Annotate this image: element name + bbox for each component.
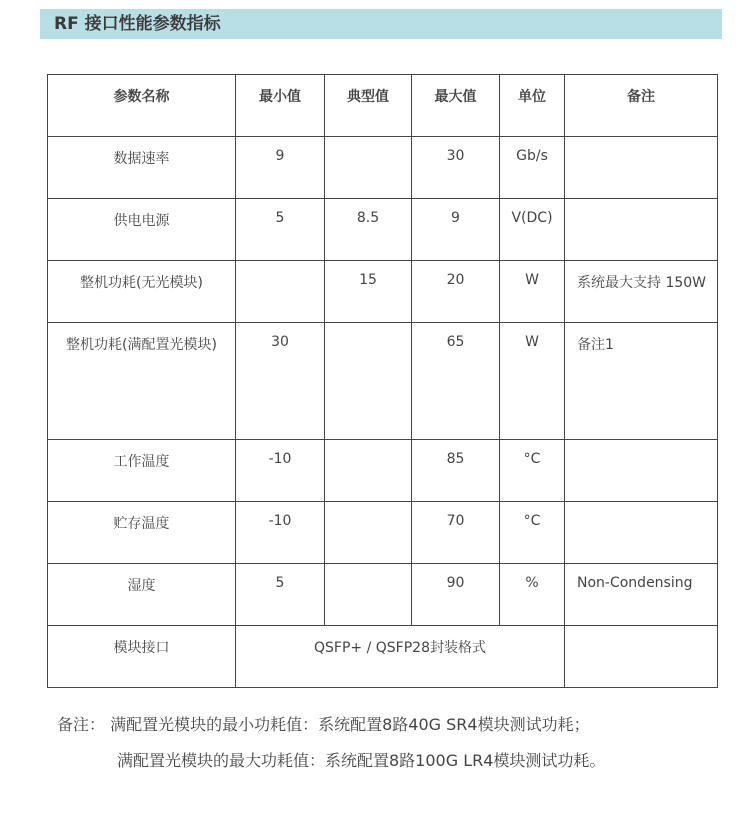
param-name-cell: 贮存温度 [48,502,236,564]
note-cell: 备注1 [565,323,718,440]
min-value-cell: 5 [236,199,325,261]
param-name-cell: 工作温度 [48,440,236,502]
param-name-cell: 整机功耗(无光模块) [48,261,236,323]
table-row [48,626,718,688]
note-cell [565,199,718,261]
typ-value-cell: 8.5 [325,199,412,261]
unit-cell: W [500,261,565,323]
column-header: 最小值 [236,75,325,137]
min-value-cell [236,261,325,323]
notes-label: 备注： [57,715,106,734]
param-name-cell: 整机功耗(满配置光模块) [48,323,236,440]
column-header: 单位 [500,75,565,137]
column-header: 最大值 [412,75,500,137]
unit-cell: V(DC) [500,199,565,261]
typ-value-cell [325,137,412,199]
param-name-cell: 湿度 [48,564,236,626]
param-name-cell: 供电电源 [48,199,236,261]
max-value-cell: 9 [412,199,500,261]
table-row [48,564,718,626]
typ-value-cell [325,502,412,564]
max-value-cell: 65 [412,323,500,440]
param-name-cell: 模块接口 [48,626,236,688]
unit-cell: % [500,564,565,626]
table-row [48,137,718,199]
min-value-cell: 30 [236,323,325,440]
table-row [48,199,718,261]
unit-cell: °C [500,440,565,502]
min-value-cell: -10 [236,502,325,564]
note-cell [565,440,718,502]
typ-value-cell [325,564,412,626]
unit-cell: Gb/s [500,137,565,199]
typ-value-cell: 15 [325,261,412,323]
typ-value-cell [325,440,412,502]
note-cell: Non-Condensing [565,564,718,626]
table-row [48,502,718,564]
column-header: 典型值 [325,75,412,137]
notes-text-1: 满配置光模块的最小功耗值：系统配置8路40G SR4模块测试功耗； [110,715,590,734]
max-value-cell: 20 [412,261,500,323]
table-row [48,323,718,440]
max-value-cell: 90 [412,564,500,626]
note-cell [565,502,718,564]
param-name-cell: 数据速率 [48,137,236,199]
note-cell: 系统最大支持 150W [565,261,718,323]
unit-cell: °C [500,502,565,564]
notes-line-1 [57,712,590,735]
table-row [48,261,718,323]
table-row [48,440,718,502]
max-value-cell: 70 [412,502,500,564]
section-title-bar [40,9,722,39]
column-header: 参数名称 [48,75,236,137]
notes-text-2: 满配置光模块的最大功耗值：系统配置8路100G LR4模块测试功耗。 [117,751,606,770]
max-value-cell: 85 [412,440,500,502]
parameter-table [47,74,718,688]
min-value-cell: 9 [236,137,325,199]
min-value-cell: 5 [236,564,325,626]
note-cell [565,137,718,199]
max-value-cell: 30 [412,137,500,199]
typ-value-cell [325,323,412,440]
interface-value-cell: QSFP+ / QSFP28封装格式 [236,626,565,688]
section-title: RF 接口性能参数指标 [54,14,221,34]
table-header-row [48,75,718,137]
unit-cell: W [500,323,565,440]
notes-line-2 [117,748,605,771]
min-value-cell: -10 [236,440,325,502]
column-header: 备注 [565,75,718,137]
note-cell [565,626,718,688]
